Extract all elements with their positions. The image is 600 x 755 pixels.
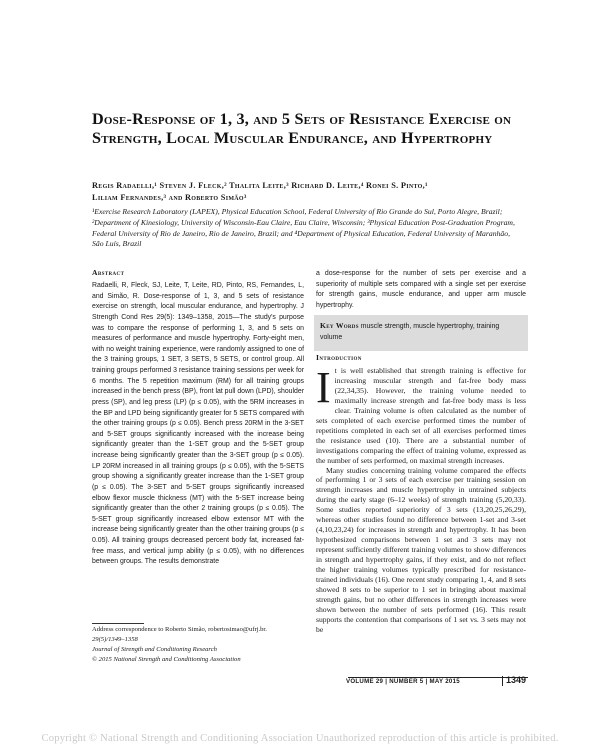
intro-paragraph-2: Many studies concerning training volume compared the effects of performing 1 or 3 sets of each exercise per training session on strength increases and muscle hypertrophy in untrained subjects during the early stage (6–12 weeks) of strength training (5,20,33). Some studies reported superiority of 3 sets (13,20,25,26,29), whereas other studies found no difference between 1-set and 3-set (4,10,23,24) for increases in strength and hypertrophy. It has been hypothesized comparisons between 1 set and 3 sets may not represent sufficiently different training volumes to show differences in strength and hypertrophy gains, if they exist, and do not reflect the higher training volumes typically prescribed for resistance-trained individuals (16). One recent study comparing 1, 4, and 8 sets showed 8 sets to be superior to 1 set in bringing about maximal strength gains, but no other differences in strength increases were shown between the number of sets performed (16). This result supports the contention that comparisons of 1 set vs. 3 sets may not be <box>316 465 526 634</box>
volume-info: VOLUME 29 | NUMBER 5 | MAY 2015 <box>346 678 460 685</box>
affiliations: ¹Exercise Research Laboratory (LAPEX), Physical Education School, Federal University of Rio Grande do Sul, Porto Alegre, Brazil; ²Department of Kinesiology, University of Wisconsin-Eau Claire, Eau Claire, Wisconsin; ³Physical Education Post-Graduation Program, Federal University of Rio de Janeiro, Rio de Janeiro, Brazil; and ⁴Department of Physical Education, Federal University of Maranhão, São Luís, Brazil <box>92 207 515 249</box>
keywords <box>320 321 522 343</box>
copyright-line: © 2015 National Strength and Conditioning Association <box>92 656 241 663</box>
keywords-label: Key Words <box>320 321 359 330</box>
footnote-rule <box>92 623 144 624</box>
correspondence-address: Address correspondence to Roberto Simão, robertosimao@ufrj.br. <box>92 626 267 633</box>
citation-pages: 29(5)/1349–1358 <box>92 636 138 643</box>
authors-line-2: Liliam Fernandes,³ and Roberto Simão³ <box>92 193 247 202</box>
authors-line-1: Regis Radaelli,¹ Steven J. Fleck,² Thalita Leite,³ Richard D. Leite,⁴ Ronei S. Pinto,¹ <box>92 181 428 190</box>
article-title: Dose-Response of 1, 3, and 5 Sets of Resistance Exercise on Strength, Local Muscular Endurance, and Hypertrophy <box>92 110 512 147</box>
abstract-text: Radaelli, R, Fleck, SJ, Leite, T, Leite, RD, Pinto, RS, Fernandes, L, and Simão, R. Dose-response of 1, 3, and 5 sets of resistance exercise on strength, local muscular endurance, and hypertrophy. J Strength Cond Res 29(5): 1349–1358, 2015—The study's purpose was to compare the response of performing 1, 3, and 5 sets on measures of performance and muscle hypertrophy. Forty-eight men, with no weight training experience, were randomly assigned to one of the 3 training groups, 1 SET, 3 SETS, 5 SETS, or control group. All training groups performed 3 resistance training sessions per week for 6 months. The 5 repetition maximum (RM) for all training groups increased in the bench press (BP), front lat pull down (LPD), shoulder press (SP), and leg press (LP) (p ≤ 0.05), with the 5RM increases in the BP and LPD being significantly greater for 5 SETS compared with the other training groups (p ≤ 0.05). Bench press 20RM in the 3-SET and 5-SET groups significantly increased with the increase being significantly greater than the 1-SET group and the 5-SET group increase being significantly greater than the 3-SET group (p ≤ 0.05). LP 20RM increased in all training groups (p ≤ 0.05), with the 5-SETS group showing a significantly greater increase than the 1-SET group (p ≤ 0.05). The 3-SET and 5-SET groups significantly increased elbow flexor muscle thickness (MT) with the 5-SET increase being significantly greater than the other 2 training groups (p ≤ 0.05). The 5-SET group significantly increased elbow extensor MT with the increase being significantly greater than the other training groups (p ≤ 0.05). All training groups decreased percent body fat, increased fat-free mass, and vertical jump ability (p ≤ 0.05), with no differences between groups. The results demonstrate <box>92 282 304 566</box>
dropcap: I <box>316 363 331 412</box>
introduction-heading: Introduction <box>316 353 362 362</box>
keywords-text: muscle strength, muscle hypertrophy, training volume <box>320 323 500 341</box>
copyright-watermark: Copyright © National Strength and Conditioning Association Unauthorized reproduction of this article is prohibited. <box>41 733 559 744</box>
journal-name: Journal of Strength and Conditioning Research <box>92 646 217 653</box>
abstract-heading: Abstract <box>92 268 125 277</box>
intro-paragraph-1: t is well established that strength training is effective for increasing muscular strength and fat-free body mass (22,34,35). However, the training volume needed to maximally increase strength and fat-free body mass is less clear. Training volume is often calculated as the number of sets completed of each exercise performed times the number of repetitions completed in each set of all exercises performed times the resistance used (10). There are a substantial number of investigations comparing the effect of training volume, expressed as the number of sets performed, on maximal strength increases. <box>316 366 526 465</box>
footer-divider <box>502 676 503 686</box>
author-list <box>92 180 532 204</box>
correspondence-block <box>92 625 322 665</box>
abstract-continuation: a dose-response for the number of sets per exercise and a superiority of multiple sets compared with a single set per exercise for strength gains, muscle endurance, and upper arm muscle hypertrophy. <box>316 270 526 309</box>
introduction-body <box>316 363 526 635</box>
page-number: 1349 <box>506 675 527 685</box>
